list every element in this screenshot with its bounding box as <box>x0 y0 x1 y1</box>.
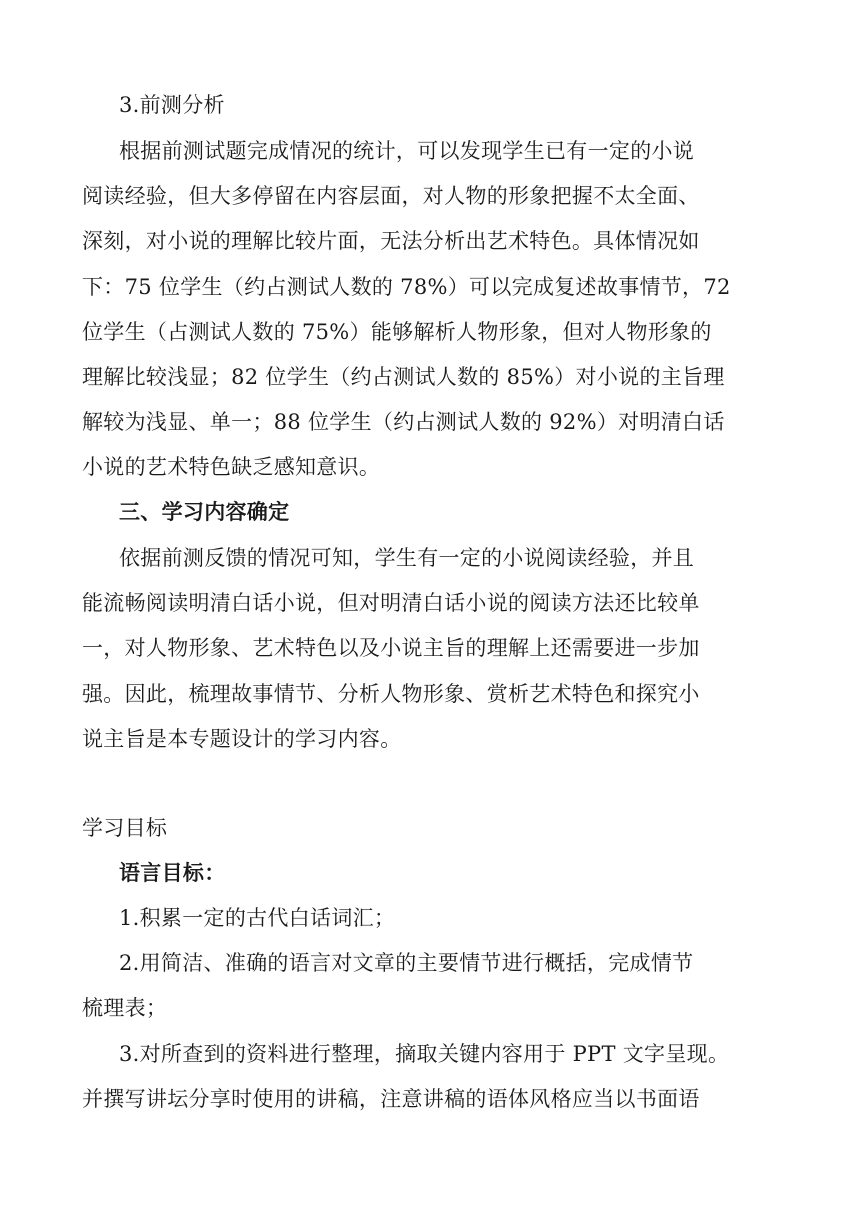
paragraph-line: 深刻，对小说的理解比较片面，无法分析出艺术特色。具体情况如 <box>82 229 700 253</box>
paragraph-line: 说主旨是本专题设计的学习内容。 <box>82 727 402 751</box>
paragraph-line: 解较为浅显、单一；88 位学生（约占测试人数的 92%）对明清白话 <box>82 410 725 434</box>
goals-heading: 学习目标 <box>82 816 168 840</box>
goal-item-continuation: 并撰写讲坛分享时使用的讲稿，注意讲稿的语体风格应当以书面语 <box>82 1087 700 1111</box>
language-goals-subheading: 语言目标： <box>119 861 226 885</box>
paragraph-line: 理解比较浅显；82 位学生（约占测试人数的 85%）对小说的主旨理 <box>82 365 725 389</box>
paragraph-line: 强。因此，梳理故事情节、分析人物形象、赏析艺术特色和探究小 <box>82 682 700 706</box>
goal-item: 1.积累一定的古代白话词汇； <box>119 906 396 930</box>
paragraph-line: 位学生（占测试人数的 75%）能够解析人物形象，但对人物形象的 <box>82 320 712 344</box>
paragraph-line: 小说的艺术特色缺乏感知意识。 <box>82 455 381 479</box>
pretest-heading: 3.前测分析 <box>119 93 225 117</box>
paragraph-line: 根据前测试题完成情况的统计，可以发现学生已有一定的小说 <box>119 139 695 163</box>
paragraph-line: 阅读经验，但大多停留在内容层面，对人物的形象把握不太全面、 <box>82 184 700 208</box>
content-heading: 三、学习内容确定 <box>119 500 290 524</box>
goal-item: 2.用简洁、准确的语言对文章的主要情节进行概括，完成情节 <box>119 951 694 975</box>
goal-item-continuation: 梳理表； <box>82 996 168 1020</box>
goal-item: 3.对所查到的资料进行整理，摘取关键内容用于 PPT 文字呈现。 <box>119 1042 730 1066</box>
paragraph-line: 下：75 位学生（约占测试人数的 78%）可以完成复述故事情节，72 <box>82 275 731 299</box>
paragraph-line: 依据前测反馈的情况可知，学生有一定的小说阅读经验，并且 <box>119 546 695 570</box>
paragraph-line: 能流畅阅读明清白话小说，但对明清白话小说的阅读方法还比较单 <box>82 591 700 615</box>
paragraph-line: 一，对人物形象、艺术特色以及小说主旨的理解上还需要进一步加 <box>82 636 700 660</box>
